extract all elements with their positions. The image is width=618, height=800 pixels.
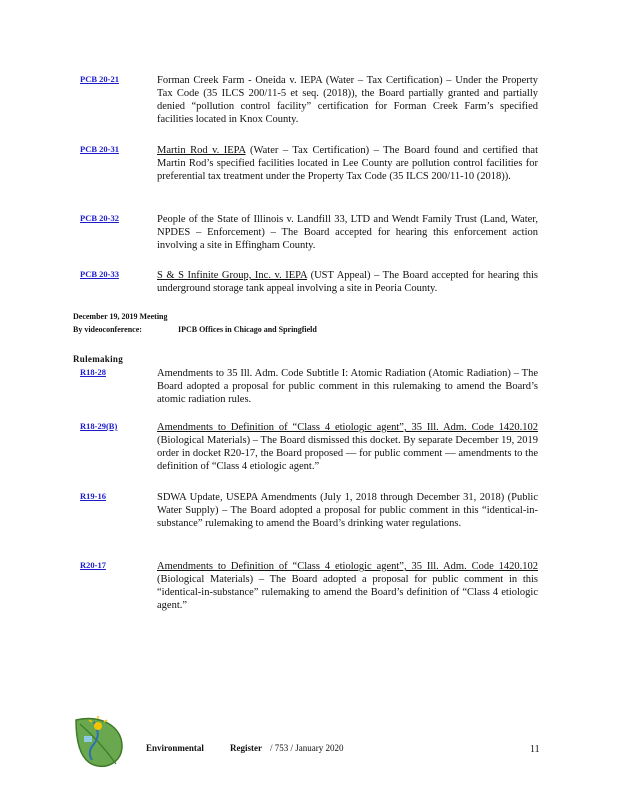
- footer-register: Register: [230, 743, 262, 753]
- docket-link[interactable]: PCB 20-32: [80, 213, 119, 223]
- entry-text: (UST Appeal) – The Board accepted for hearing this underground storage tank appeal involving a site in Peoria County.: [157, 270, 538, 294]
- footer-issue: / 753 / January 2020: [270, 743, 344, 753]
- entry-text: SDWA Update, USEPA Amendments (July 1, 2018 through December 31, 2018) (Public Water Supply) – The Board adopted a proposal for public comment in this “identical-in-substance” rulemaking to amend the Board’s drinking water regulations.: [157, 492, 538, 529]
- docket-link[interactable]: R18-28: [80, 367, 106, 377]
- docket-link[interactable]: PCB 20-33: [80, 269, 119, 279]
- entry-r20-17: [80, 560, 538, 612]
- entry-text: Amendments to 35 Ill. Adm. Code Subtitle I: Atomic Radiation (Atomic Radiation) – The Board adopted a proposal for public comment in this rulemaking to amend the Board’s atomic radiation rules.: [157, 368, 538, 405]
- entry-pcb-20-31: [80, 144, 538, 183]
- case-title: S & S Infinite Group, Inc. v. IEPA: [157, 270, 308, 281]
- docket-link[interactable]: PCB 20-31: [80, 144, 119, 154]
- entry-text: (Biological Materials) – The Board adopted a proposal for public comment in this “identical-in-substance” rulemaking to amend the Board’s definition of “Class 4 etiologic agent.”: [157, 574, 538, 611]
- entry-text: Forman Creek Farm - Oneida v. IEPA (Water – Tax Certification) – Under the Property Tax Code (35 ILCS 200/11-5 et seq. (2018)), the Board partially granted and partially denied “pollution control facility” certification for Forman Creek Farm’s specified facilities located in Knox County.: [157, 75, 538, 125]
- case-title: Martin Rod v. IEPA: [157, 145, 246, 156]
- leaf-logo-icon: [70, 710, 130, 770]
- meeting-by: By videoconference:: [73, 325, 142, 334]
- footer-publication: Environmental: [146, 743, 204, 753]
- entry-text: (Water – Tax Certification) – The Board found and certified that Martin Rod’s specified facilities located in Lee County are pollution control facilities for preferential tax treatment under the Property Tax Code (35 ILCS 200/11-10 (2018)).: [157, 145, 538, 182]
- rule-title: Amendments to Definition of “Class 4 etiologic agent”, 35 Ill. Adm. Code 1420.102: [157, 422, 538, 433]
- entry-pcb-20-21: [80, 74, 538, 126]
- meeting-location: [73, 325, 317, 334]
- entry-pcb-20-33: [80, 269, 538, 295]
- entry-r18-29b: [80, 421, 538, 473]
- entry-r19-16: [80, 491, 538, 530]
- meeting-offices: IPCB Offices in Chicago and Springfield: [177, 325, 317, 334]
- entry-text: (Biological Materials) – The Board dismissed this docket. By separate December 19, 2019 order in docket R20-17, the Board proposed — for public comment — amendments to the definition of “Class 4 etiologic agent.”: [157, 435, 538, 472]
- rule-title: Amendments to Definition of “Class 4 etiologic agent”, 35 Ill. Adm. Code 1420.102: [157, 561, 538, 572]
- docket-link[interactable]: R20-17: [80, 560, 106, 570]
- page-number: 11: [530, 744, 540, 755]
- entry-r18-28: [80, 367, 538, 406]
- docket-link[interactable]: R19-16: [80, 491, 106, 501]
- entry-text: People of the State of Illinois v. Landfill 33, LTD and Wendt Family Trust (Land, Water, NPDES – Enforcement) – The Board accepted for hearing this enforcement action involving a site in Effingham County.: [157, 214, 538, 251]
- entry-pcb-20-32: [80, 213, 538, 252]
- docket-link[interactable]: R18-29(B): [80, 421, 118, 431]
- section-title: Rulemaking: [73, 354, 124, 364]
- meeting-date: December 19, 2019 Meeting: [73, 312, 168, 321]
- docket-link[interactable]: PCB 20-21: [80, 74, 119, 84]
